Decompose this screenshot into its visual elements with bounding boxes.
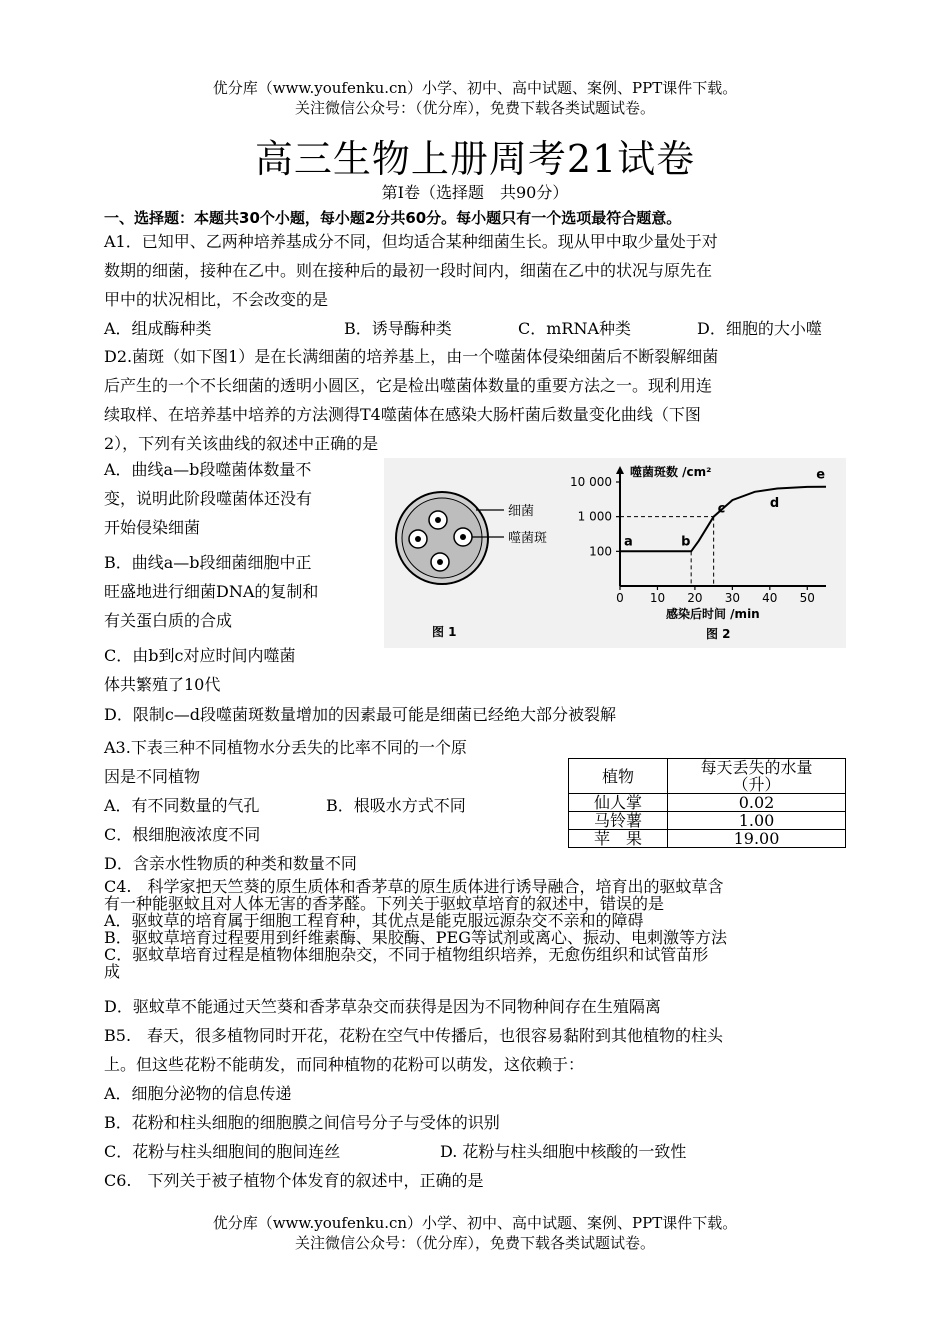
table-header-water-unit: （升）	[732, 775, 781, 794]
q2-option-a-cont: 开始侵染细菌	[104, 518, 201, 537]
y-tick-label: 1 000	[577, 509, 612, 524]
q2-option-c-cont: 体共繁殖了10代	[104, 675, 221, 694]
q4-option-c: C．驱蚊草培育过程是植物体细胞杂交，不同于植物组织培养，无愈伤组织和试管苗形	[104, 945, 709, 964]
table-cell-value: 1.00	[668, 812, 846, 830]
figure-2-xlabel: 感染后时间 /min	[666, 607, 760, 621]
q4-option-b: B．驱蚊草培育过程要用到纤维素酶、果胶酶、PEG等试剂或离心、振动、电刺激等方法	[104, 928, 727, 947]
figure-2-ylabel: 噬菌斑数 /cm²	[630, 465, 712, 479]
q5-option-a: A．细胞分泌物的信息传递	[104, 1084, 292, 1103]
y-tick-label: 10 000	[570, 475, 612, 489]
question-3	[104, 733, 564, 878]
question-1	[104, 227, 846, 343]
table-header-plant: 植物	[569, 759, 668, 794]
figure-1-label-plaque: 噬菌斑	[508, 531, 548, 546]
figure-2-caption: 图 2	[706, 627, 731, 641]
page-title: 高三生物上册周考21试卷	[254, 137, 696, 181]
header-line-1: 优分库（www.youfenku.cn）小学、初中、高中试题、案例、PPT课件下载。	[212, 79, 738, 97]
q4-stem-line: C4. 科学家把天竺葵的原生质体和香茅草的原生质体进行诱导融合，培育出的驱蚊草含	[104, 877, 724, 896]
q3-stem-line: 因是不同植物	[104, 767, 201, 786]
q2-option-d: D．限制c—d段噬菌斑数量增加的因素最可能是细菌已经绝大部分被裂解	[104, 705, 617, 724]
q2-stem-line: 后产生的一个不长细菌的透明小圆区，它是检出噬菌体数量的重要方法之一。现利用连	[104, 376, 713, 395]
q5-stem-line: B5. 春天，很多植物同时开花，花粉在空气中传播后，也很容易黏附到其他植物的柱头	[104, 1026, 724, 1045]
point-label-e: e	[816, 467, 826, 483]
question-4	[104, 878, 846, 980]
figure-1-caption: 图 1	[432, 625, 457, 639]
x-tick-label: 40	[762, 591, 778, 605]
section-heading: 一、选择题：本题共30个小题，每小题2分共60分。每小题只有一个选项最符合题意。	[104, 209, 682, 227]
q2-stem-line: D2.菌斑（如下图1）是在长满细菌的培养基上，由一个噬菌体侵染细菌后不断裂解细菌	[104, 347, 719, 366]
question-2	[104, 342, 846, 458]
q4-stem-line: 有一种能驱蚊且对人体无害的香茅醛。下列关于驱蚊草培育的叙述中，错误的是	[104, 894, 665, 913]
question-5	[104, 1021, 846, 1166]
table-cell-plant: 马铃薯	[569, 812, 668, 830]
q1-stem-line: A1．已知甲、乙两种培养基成分不同，但均适合某种细菌生长。现从甲中取少量处于对	[104, 232, 718, 251]
table-header-row	[569, 759, 846, 794]
q2-stem-line: 续取样、在培养基中培养的方法测得T4噬菌体在感染大肠杆菌后数量变化曲线（下图	[104, 405, 701, 424]
q2-option-b: B．曲线a—b段细菌细胞中正	[104, 553, 312, 572]
table-row	[569, 794, 846, 812]
header-line-2: 关注微信公众号：（优分库），免费下载各类试题试卷。	[294, 99, 655, 117]
table-row	[569, 812, 846, 830]
q1-option-c: C．mRNA种类	[518, 319, 632, 338]
question-6: C6. 下列关于被子植物个体发育的叙述中，正确的是	[104, 1171, 484, 1190]
point-label-c: c	[717, 501, 726, 517]
section-subtitle: 第Ⅰ卷（选择题 共90分）	[381, 183, 569, 202]
water-loss-table	[568, 758, 846, 848]
q4-option-a: A．驱蚊草的培育属于细胞工程育种，其优点是能克服远源杂交不亲和的障碍	[104, 911, 644, 930]
q2-stem-line: 2），下列有关该曲线的叙述中正确的是	[104, 434, 379, 453]
q2-option-a: A．曲线a—b段噬菌体数量不	[104, 460, 312, 479]
q5-option-d: D. 花粉与柱头细胞中核酸的一致性	[440, 1142, 687, 1161]
table-row	[569, 830, 846, 848]
x-tick-label: 30	[724, 591, 741, 605]
q1-option-a: A．组成酶种类	[104, 319, 212, 338]
point-label-d: d	[769, 496, 780, 512]
q2-option-a-cont: 变，说明此阶段噬菌体还没有	[104, 489, 313, 508]
q1-option-d: D．细胞的大小噬	[697, 319, 822, 338]
figure-1-label-bacteria: 细菌	[508, 504, 535, 519]
q3-option-c: C．根细胞液浓度不同	[104, 825, 261, 844]
q1-option-b: B．诱导酶种类	[344, 319, 452, 338]
q5-stem-line: 上。但这些花粉不能萌发，而同种植物的花粉可以萌发，这依赖于：	[104, 1055, 585, 1074]
point-label-a: a	[624, 534, 633, 550]
x-tick-label: 20	[687, 591, 703, 605]
table-cell-value: 19.00	[668, 830, 846, 848]
table-header-water	[668, 759, 846, 794]
q1-stem-line: 甲中的状况相比，不会改变的是	[104, 290, 329, 309]
q3-stem-line: A3.下表三种不同植物水分丢失的比率不同的一个原	[104, 738, 467, 757]
q2-option-c: C．由b到c对应时间内噬菌	[104, 646, 296, 665]
x-tick-label: 10	[649, 591, 666, 605]
q3-option-b: B．根吸水方式不同	[326, 796, 466, 815]
q2-option-b-cont: 旺盛地进行细菌DNA的复制和	[104, 582, 319, 601]
q1-stem-line: 数期的细菌，接种在乙中。则在接种后的最初一段时间内，细菌在乙中的状况与原先在	[104, 261, 713, 280]
footer-line-2: 关注微信公众号：（优分库），免费下载各类试题试卷。	[294, 1234, 655, 1252]
x-tick-label: 0	[616, 591, 624, 605]
q4-option-c-cont: 成	[104, 962, 121, 981]
footer-line-1: 优分库（www.youfenku.cn）小学、初中、高中试题、案例、PPT课件下载。	[212, 1214, 738, 1232]
q2-option-b-cont: 有关蛋白质的合成	[104, 611, 233, 630]
q5-option-c: C．花粉与柱头细胞间的胞间连丝	[104, 1142, 341, 1161]
q3-option-d: D．含亲水性物质的种类和数量不同	[104, 854, 357, 873]
table-header-water-line: 每天丢失的水量	[700, 758, 813, 777]
q3-option-a: A．有不同数量的气孔	[104, 796, 260, 815]
x-tick-label: 50	[799, 591, 815, 605]
table-cell-plant: 苹 果	[569, 830, 668, 848]
table-cell-value: 0.02	[668, 794, 846, 812]
q5-option-b: B．花粉和柱头细胞的细胞膜之间信号分子与受体的识别	[104, 1113, 500, 1132]
q4-option-d: D．驱蚊草不能通过天竺葵和香茅草杂交而获得是因为不同物种间存在生殖隔离	[104, 997, 661, 1016]
figure-area	[384, 458, 846, 648]
point-label-b: b	[681, 534, 691, 550]
table-cell-plant: 仙人掌	[569, 794, 668, 812]
q2-options-left	[104, 455, 374, 699]
y-tick-label: 100	[589, 544, 612, 559]
